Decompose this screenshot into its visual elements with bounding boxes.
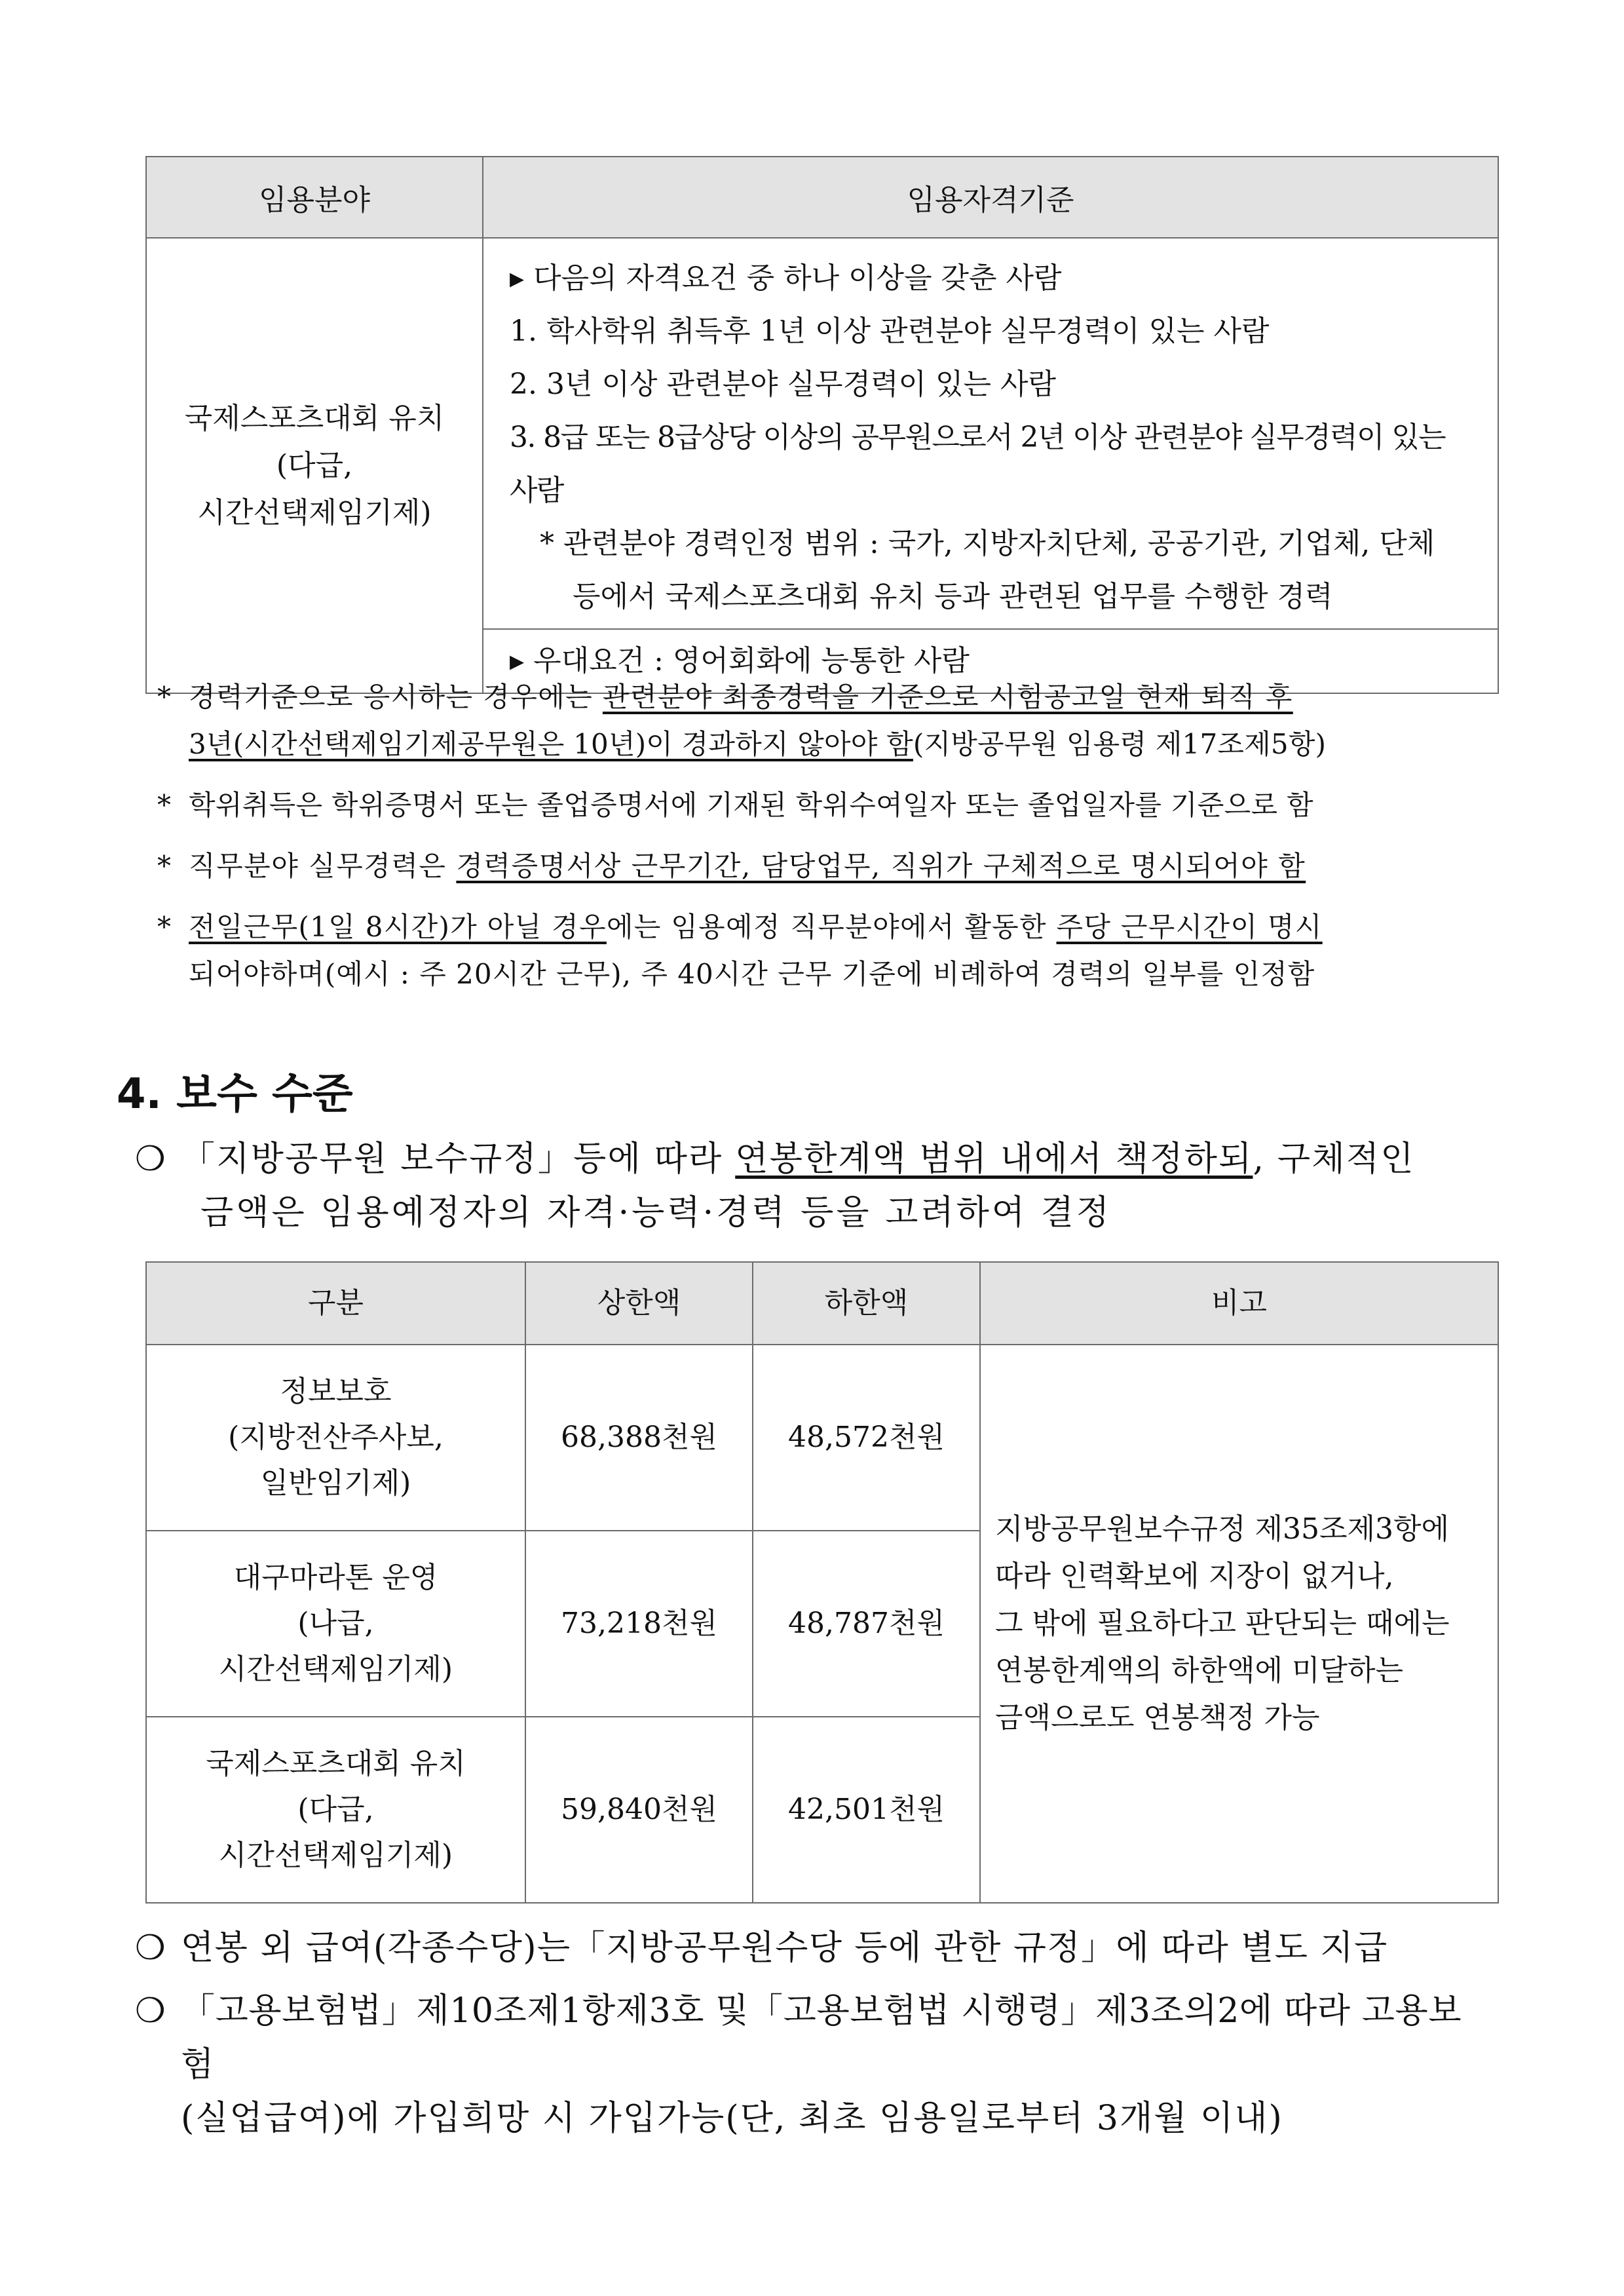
note-text: 되어야하며(예시 : 주 20시간 근무), 주 40시간 근무 기준에 비례하여 경력의 일부를 인정함 <box>189 958 1315 990</box>
table-row <box>146 1345 1498 1531</box>
note-marker: * <box>157 789 171 821</box>
preference-text: ▸ 우대요건 : 영어회화에 능통한 사람 <box>510 644 970 678</box>
table-header-row <box>146 1262 1498 1345</box>
note-marker: * <box>157 681 171 713</box>
header-min: 하한액 <box>753 1262 980 1345</box>
note-underlined: 전일근무(1일 8시간)가 아닐 경우 <box>189 911 607 943</box>
note-text: 학위취득은 학위증명서 또는 졸업증명서에 기재된 학위수여일자 또는 졸업일자를 기준으로 함 <box>189 789 1313 821</box>
salary-paragraph <box>135 1132 1491 1240</box>
header-category: 구분 <box>146 1262 525 1345</box>
note-underlined: 경력증명서상 근무기간, 담당업무, 직위가 구체적으로 명시되어야 함 <box>456 850 1306 882</box>
table-row <box>146 238 1498 629</box>
field-type: 시간선택제임기제) <box>197 495 432 529</box>
category-type: 일반임기제) <box>260 1466 411 1500</box>
para-underlined: 연봉한계액 범위 내에서 책정하되 <box>735 1139 1253 1179</box>
note-item <box>157 904 1494 998</box>
header-field: 임용분야 <box>146 157 483 238</box>
category-cell <box>146 1717 525 1903</box>
max-amount: 59,840천원 <box>525 1717 753 1903</box>
field-grade: (다급, <box>276 448 353 482</box>
criteria-note-cont: 등에서 국제스포츠대회 유치 등과 관련된 업무를 수행한 경력 <box>573 580 1333 613</box>
circle-bullet-icon: ❍ <box>135 1928 166 1968</box>
min-amount: 48,572천원 <box>753 1345 980 1531</box>
criteria-item: 1. 학사학위 취득후 1년 이상 관련분야 실무경력이 있는 사람 <box>510 315 1270 348</box>
note-item <box>157 674 1494 768</box>
note-underlined: 주당 근무시간이 명시 <box>1056 911 1323 943</box>
note-text: 에는 임용예정 직무분야에서 활동한 <box>606 911 1057 943</box>
field-cell <box>146 238 483 693</box>
para-text: , 구체적인 <box>1253 1139 1415 1179</box>
note-text: 직무분야 실무경력은 <box>189 850 457 882</box>
field-name: 국제스포츠대회 유치 <box>184 401 445 435</box>
para-text: (실업급여)에 가입희망 시 가입가능(단, 최초 임용일로부터 3개월 이내) <box>181 2099 1283 2138</box>
section-heading: 4. 보수 수준 <box>117 1070 353 1119</box>
qualification-table <box>145 156 1499 694</box>
circle-bullet-icon: ❍ <box>135 1139 166 1179</box>
criteria-item: 3. 8급 또는 8급상당 이상의 공무원으로서 2년 이상 관련분야 실무경력이 있는 사람 <box>510 421 1446 507</box>
note-marker: * <box>157 850 171 882</box>
note-item <box>157 782 1494 829</box>
memo-line: 그 밖에 필요하다고 판단되는 때에는 <box>995 1607 1450 1640</box>
allowance-paragraph <box>135 1921 1491 1975</box>
category-cell <box>146 1345 525 1531</box>
memo-cell <box>980 1345 1498 1903</box>
header-memo: 비고 <box>980 1262 1498 1345</box>
min-amount: 42,501천원 <box>753 1717 980 1903</box>
max-amount: 68,388천원 <box>525 1345 753 1531</box>
category-cell <box>146 1531 525 1717</box>
category-name: 국제스포츠대회 유치 <box>206 1747 466 1780</box>
para-text: 「고용보험법」제10조제1항제3호 및「고용보험법 시행령」제3조의2에 따라 고용보험 <box>181 1991 1462 2084</box>
note-item <box>157 843 1494 890</box>
header-max: 상한액 <box>525 1262 753 1345</box>
circle-bullet-icon: ❍ <box>135 1991 166 2031</box>
para-text: 연봉 외 급여(각종수당)는「지방공무원수당 등에 관한 규정」에 따라 별도 지급 <box>181 1928 1388 1968</box>
category-grade: (다급, <box>297 1793 374 1826</box>
salary-table <box>145 1261 1499 1904</box>
insurance-paragraph <box>135 1984 1491 2145</box>
category-name: 정보보호 <box>280 1375 392 1408</box>
memo-line: 연봉한계액의 하한액에 미달하는 <box>995 1654 1404 1687</box>
note-text: (지방공무원 임용령 제17조제5항) <box>913 728 1327 760</box>
memo-line: 금액으로도 연봉책정 가능 <box>995 1701 1320 1734</box>
note-text: 경력기준으로 응시하는 경우에는 <box>189 681 603 713</box>
category-grade: (나급, <box>297 1607 374 1640</box>
note-underlined: 관련분야 최종경력을 기준으로 시험공고일 현재 퇴직 후 <box>602 681 1293 713</box>
category-grade: (지방전산주사보, <box>228 1421 444 1454</box>
notes-list <box>157 674 1494 1012</box>
criteria-lead: ▸ 다음의 자격요건 중 하나 이상을 갖춘 사람 <box>510 261 1062 295</box>
para-text: 금액은 임용예정자의 자격·능력·경력 등을 고려하여 결정 <box>200 1193 1112 1233</box>
header-criteria: 임용자격기준 <box>483 157 1498 238</box>
category-type: 시간선택제임기제) <box>218 1653 453 1686</box>
criteria-item: 2. 3년 이상 관련분야 실무경력이 있는 사람 <box>510 368 1056 401</box>
min-amount: 48,787천원 <box>753 1531 980 1717</box>
category-name: 대구마라톤 운영 <box>233 1561 438 1594</box>
para-text: 「지방공무원 보수규정」등에 따라 <box>181 1139 736 1179</box>
table-header-row <box>146 157 1498 238</box>
category-type: 시간선택제임기제) <box>218 1839 453 1872</box>
criteria-note: * 관련분야 경력인정 범위 : 국가, 지방자치단체, 공공기관, 기업체, 단체 <box>540 527 1435 560</box>
note-marker: * <box>157 911 171 943</box>
note-underlined: 3년(시간선택제임기제공무원은 10년)이 경과하지 않아야 함 <box>189 728 913 760</box>
memo-line: 지방공무원보수규정 제35조제3항에 <box>995 1512 1450 1546</box>
memo-line: 따라 인력확보에 지장이 없거나, <box>995 1559 1394 1593</box>
criteria-cell <box>483 238 1498 629</box>
max-amount: 73,218천원 <box>525 1531 753 1717</box>
